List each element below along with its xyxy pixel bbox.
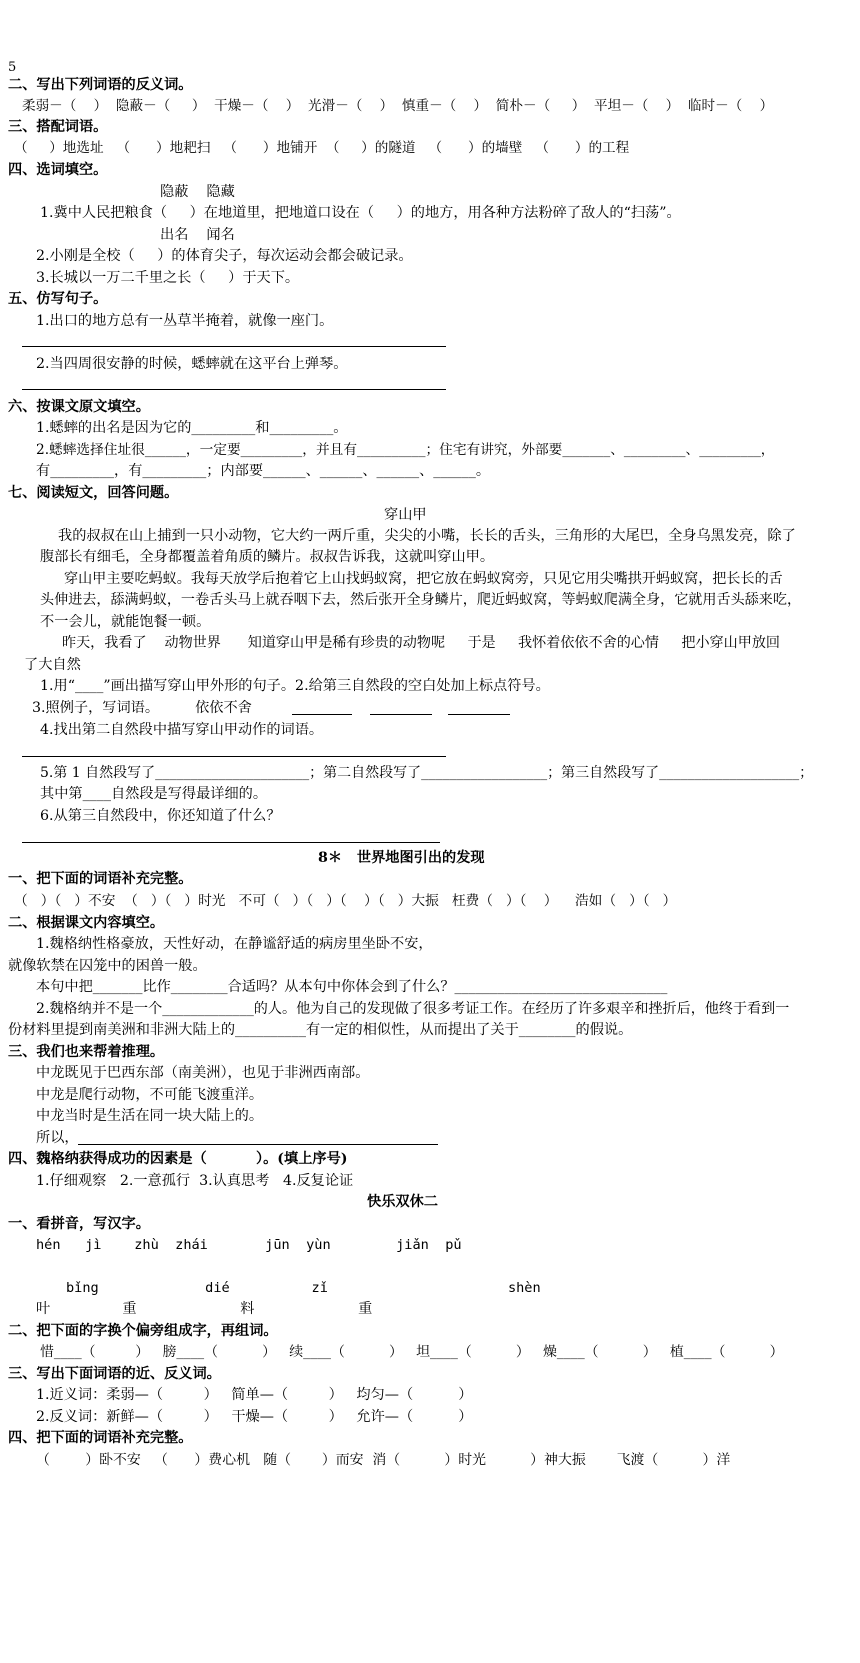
fill-question: 本句中把_______比作________合适吗？从本句中你体会到了什么？______________________________ bbox=[36, 979, 668, 995]
completion-items: （ ）（ ）不安 （ ）（ ）时光 不可（ ）（ ）（ ）（ ）大振 枉费（ ）（ ） 浩如（ ）（ ） bbox=[14, 893, 677, 909]
reasoning-line: 中龙既见于巴西东部（南美洲），也见于非洲西南部。 bbox=[36, 1065, 370, 1081]
lesson-title: 8＊ 世界地图引出的发现 bbox=[318, 850, 485, 866]
story-paragraph: 不一会儿，就能饱餐一顿。 bbox=[40, 614, 211, 630]
reading-question: 5.第 1 自然段写了______________________；第二自然段写了__________________；第三自然段写了____________________； bbox=[40, 765, 814, 781]
section-heading: 四、魏格纳获得成功的因素是（ ）。(填上序号) bbox=[8, 1151, 348, 1167]
fill-question: 2.魏格纳并不是一个_____________的人。他为自己的发现做了很多考证工作。在经历了许多艰辛和挫折后，他终于看到一 bbox=[36, 1001, 790, 1017]
story-paragraph: 昨天，我看了 动物世界 知道穿山甲是稀有珍贵的动物呢 于是 我怀着依依不舍的心情 把小穿山甲放回 bbox=[62, 635, 781, 651]
reading-question: 4.找出第二自然段中描写穿山甲动作的词语。 bbox=[40, 722, 324, 738]
fill-question: 2.蟋蟀选择住址很______，一定要_________，并且有__________；住宅有讲究，外部要_______、_________、_________， bbox=[36, 442, 775, 458]
antonym-items: 2.反义词：新鲜—（ ） 干燥—（ ） 允许—（ ） bbox=[36, 1409, 473, 1425]
page-marker: 5 bbox=[8, 60, 17, 75]
section-heading: 一、把下面的词语补充完整。 bbox=[8, 871, 193, 887]
answer-line bbox=[22, 756, 446, 757]
section-heading: 七、阅读短文，回答问题。 bbox=[8, 485, 179, 501]
story-paragraph: 头伸进去，舔满蚂蚁，一卷舌头马上就吞咽下去，然后张开全身鳞片，爬近蚂蚁窝，等蚂蚁爬满全身，它就用舌头舔来吃， bbox=[40, 592, 802, 608]
section-heading: 四、选词填空。 bbox=[8, 162, 108, 178]
hanzi-row: 叶 重 料 重 bbox=[36, 1301, 373, 1317]
completion-items: （ ）卧不安 （ ）费心机 随（ ）而安 消（ ）时光 ）神大振 飞渡（ ）洋 bbox=[36, 1452, 731, 1468]
reading-question: 1.用“____”画出描写穿山甲外形的句子。2.给第三自然段的空白处加上标点符号。 bbox=[40, 678, 550, 694]
pinyin-row: hén jì zhù zhái jūn yùn jiǎn pǔ bbox=[36, 1237, 462, 1253]
answer-line bbox=[22, 842, 440, 843]
fill-question: 1.魏格纳性格豪放，天性好动，在静谧舒适的病房里坐卧不安， bbox=[36, 936, 433, 952]
answer-line bbox=[448, 714, 510, 715]
pinyin-row: bǐng dié zǐ shèn bbox=[66, 1280, 541, 1296]
fill-question: 1.蟋蟀的出名是因为它的_________和_________。 bbox=[36, 420, 348, 436]
reading-question: 其中第____自然段是写得最详细的。 bbox=[40, 786, 268, 802]
section-heading: 三、写出下面词语的近、反义词。 bbox=[8, 1366, 221, 1382]
fill-question: 有_________，有_________；内部要______、______、______、______。 bbox=[36, 463, 491, 479]
fill-question: 1.冀中人民把粮食（ ）在地道里，把地道口设在（ ）的地方，用各种方法粉碎了敌人的“扫荡”。 bbox=[40, 205, 681, 221]
antonym-items: 柔弱－（ ） 隐蔽－（ ） 干燥－（ ） 光滑－（ ） 慎重－（ ） 简朴－（ ） 平坦－（ ） 临时－（ ） bbox=[22, 98, 774, 114]
fill-question: 份材料里提到南美洲和非洲大陆上的__________有一定的相似性，从而提出了关于________的假说。 bbox=[8, 1022, 633, 1038]
fill-question: 2.小刚是全校（ ）的体育尖子，每次运动会都会破记录。 bbox=[36, 248, 413, 264]
reasoning-line: 中龙是爬行动物，不可能飞渡重洋。 bbox=[36, 1087, 264, 1103]
fill-question: 3.长城以一万二千里之长（ ）于天下。 bbox=[36, 270, 300, 286]
story-paragraph: 了大自然 bbox=[24, 657, 81, 673]
section-heading: 六、按课文原文填空。 bbox=[8, 399, 150, 415]
word-options: 出名 闻名 bbox=[160, 227, 235, 243]
answer-line bbox=[292, 714, 352, 715]
section-title: 快乐双休二 bbox=[367, 1194, 438, 1210]
reading-question: 6.从第三自然段中，你还知道了什么？ bbox=[40, 808, 281, 824]
story-paragraph: 我的叔叔在山上捕到一只小动物，它大约一两斤重，尖尖的小嘴，长长的舌头，三角形的大尾巴，全身乌黑发亮，除了 bbox=[58, 528, 796, 544]
option-list: 1.仔细观察 2.一意孤行 3.认真思考 4.反复论证 bbox=[36, 1173, 354, 1189]
story-title: 穿山甲 bbox=[384, 507, 427, 523]
story-paragraph: 穿山甲主要吃蚂蚁。我每天放学后抱着它上山找蚂蚁窝，把它放在蚂蚁窝旁，只见它用尖嘴拱开蚂蚁窝，把长长的舌 bbox=[64, 571, 783, 587]
section-heading: 五、仿写句子。 bbox=[8, 291, 108, 307]
imitation-question: 2.当四周很安静的时候，蟋蟀就在这平台上弹琴。 bbox=[36, 356, 348, 372]
word-options: 隐蔽 隐藏 bbox=[160, 184, 235, 200]
section-heading: 二、把下面的字换个偏旁组成字，再组词。 bbox=[8, 1323, 278, 1339]
section-heading: 三、搭配词语。 bbox=[8, 119, 108, 135]
reasoning-line: 所以， bbox=[36, 1130, 79, 1146]
collocation-items: （ ）地选址 （ ）地耙扫 （ ）地铺开 （ ）的隧道 （ ）的墙壁 （ ）的工程 bbox=[14, 140, 630, 156]
section-heading: 三、我们也来帮着推理。 bbox=[8, 1044, 165, 1060]
imitation-question: 1.出口的地方总有一丛草半掩着，就像一座门。 bbox=[36, 313, 334, 329]
answer-line bbox=[22, 346, 446, 347]
story-paragraph: 腹部长有细毛，全身都覆盖着角质的鳞片。叔叔告诉我，这就叫穿山甲。 bbox=[40, 549, 495, 565]
fill-question: 就像软禁在囚笼中的困兽一般。 bbox=[8, 958, 207, 974]
answer-line bbox=[22, 389, 446, 390]
synonym-items: 1.近义词：柔弱—（ ） 简单—（ ） 均匀—（ ） bbox=[36, 1387, 473, 1403]
radical-items: 惜____（ ） 膀____（ ） 续____（ ） 坦____（ ） 燥____（ ） 植____（ ） bbox=[40, 1344, 784, 1360]
answer-line bbox=[78, 1144, 438, 1145]
section-heading: 一、看拼音，写汉字。 bbox=[8, 1216, 150, 1232]
section-heading: 四、把下面的词语补充完整。 bbox=[8, 1430, 193, 1446]
answer-line bbox=[370, 714, 432, 715]
section-heading: 二、写出下列词语的反义词。 bbox=[8, 77, 193, 93]
reading-question: 3.照例子，写词语。 依依不舍 bbox=[32, 700, 252, 716]
section-heading: 二、根据课文内容填空。 bbox=[8, 915, 165, 931]
reasoning-line: 中龙当时是生活在同一块大陆上的。 bbox=[36, 1108, 264, 1124]
